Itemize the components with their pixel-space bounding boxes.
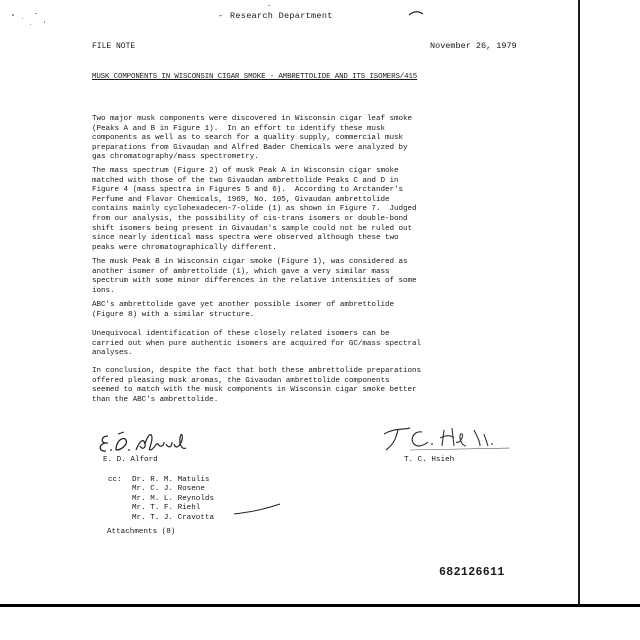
header-dash: - (218, 11, 224, 21)
note-date: November 26, 1979 (430, 41, 517, 51)
document-number: 682126611 (439, 566, 505, 579)
cc-recipient-list: Dr. R. M. Matulis Mr. C. J. Rosene Mr. M. L. Reynolds Mr. T. F. Riehl Mr. T. J. Cravotta (132, 476, 215, 522)
scan-speck (268, 5, 270, 6)
scan-speck (35, 13, 37, 14)
cravotta-underline-mark (232, 502, 282, 516)
paragraph-1: Two major musk components were discovered in Wisconsin cigar leaf smoke (Peaks A and B in Figure 1). In an effort to identify these musk components as well as to search for a quality supply, commercial musk preparations from Givaudan and Alfred Bader Chemicals were analyzed by gas chromatography/mass spectrometry. (92, 115, 412, 162)
alford-typed-name: E. D. Alford (103, 456, 158, 464)
department-heading: Research Department (230, 11, 333, 21)
paragraph-5: Unequivocal identification of these closely related isomers can be carried out when pure authentic isomers are acquired for GC/mass spectral analyses. (92, 330, 422, 358)
hsieh-typed-name: T. C. Hsieh (404, 456, 455, 464)
alford-signature (96, 428, 196, 456)
scan-speck (12, 14, 14, 16)
cc-label: cc: (108, 476, 122, 484)
scan-speck (30, 24, 31, 25)
header-mark-icon (408, 9, 424, 17)
paragraph-6: In conclusion, despite the fact that both these ambrettolide preparations offered pleasing musk aromas, the Givaudan ambrettolide components seemed to match with the musk components in Wisconsin cigar smoke better than the ABC's ambrettolide. (92, 367, 422, 404)
paragraph-4: ABC's ambrettolide gave yet another possible isomer of ambrettolide (Figure 8) with a similar structure. (92, 301, 394, 319)
file-note-label: FILE NOTE (92, 42, 136, 51)
hsieh-signature (380, 424, 520, 454)
scan-speck (22, 18, 23, 19)
paragraph-3: The musk Peak B in Wisconsin cigar smoke (Figure 1), was considered as another isomer of ambrettolide (1), which gave a very similar mass spectrum with some minor differences in the relative intensities of some ions. (92, 258, 417, 295)
page-bottom-edge (0, 604, 640, 607)
attachments-note: Attachments (8) (107, 528, 176, 536)
page-right-edge (578, 0, 580, 606)
subject-line: MUSK COMPONENTS IN WISCONSIN CIGAR SMOKE - AMBRETTOLIDE AND ITS ISOMERS/415 (92, 73, 418, 81)
scan-speck (44, 21, 45, 23)
paragraph-2: The mass spectrum (Figure 2) of musk Peak A in Wisconsin cigar smoke matched with those of the two Givaudan ambrettolide Peaks C and D in Figure 4 (mass spectra in Figures 5 and 6). According to Arctander's Perfume and Flavor Chemicals, 1969, No. 105, Givaudan ambrettolide contains mainly cyclohexadecen-7-olide (1) as shown in Figure 7. Judged from our analysis, the possibility of cis-trans isomers or double-bond shift isomers being present in Givaudan's sample could not be ruled out since nearly identical mass spectra were observed although these two peaks were chromatographically different. (92, 167, 417, 252)
